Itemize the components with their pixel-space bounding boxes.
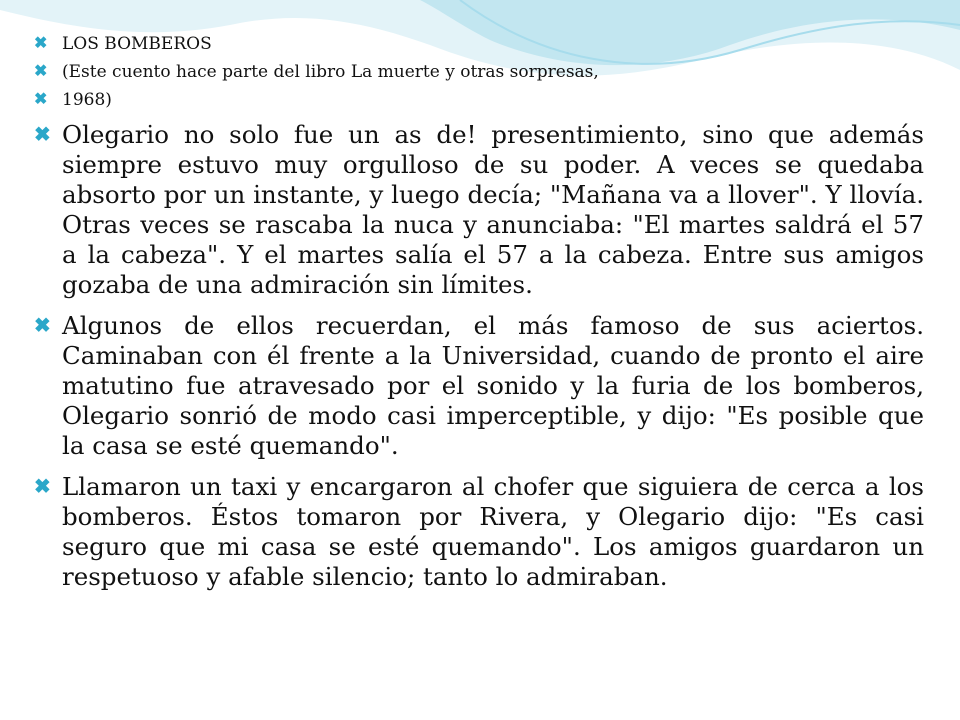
header-line-source: [34, 58, 924, 86]
header-line-title: [34, 30, 924, 58]
paragraph-text: Olegario no solo fue un as de! presentimiento, sino que además siempre estuvo muy orgulloso de su poder. A veces se quedaba absorto por un instante, y luego decía; "Mañana va a llover". Y llovía. Otras veces se rascaba la nuca y anunciaba: "El martes saldrá el 57 a la cabeza". Y el martes salía el 57 a la cabeza. Entre sus amigos gozaba de una admiración sin límites.: [62, 120, 924, 299]
x-cross-icon: ✖: [34, 122, 51, 146]
x-cross-icon: ✖: [34, 33, 48, 52]
paragraph-3: [34, 472, 924, 592]
paragraph-2: [34, 311, 924, 461]
x-cross-icon: ✖: [34, 313, 51, 337]
x-cross-icon: ✖: [34, 89, 48, 108]
paragraph-text: Algunos de ellos recuerdan, el más famoso de sus aciertos. Caminaban con él frente a la Universidad, cuando de pronto el aire matutino fue atravesado por el sonido y la furia de los bomberos, Olegario sonrió de modo casi imperceptible, y dijo: "Es posible que la casa se esté quemando".: [62, 311, 924, 460]
x-cross-icon: ✖: [34, 61, 48, 80]
header-line-text: 1968): [62, 90, 112, 110]
x-cross-icon: ✖: [34, 474, 51, 498]
paragraph-1: [34, 120, 924, 300]
header-line-text: LOS BOMBEROS: [62, 34, 212, 54]
header-line-text: (Este cuento hace parte del libro La muerte y otras sorpresas,: [62, 62, 599, 82]
header-line-year: [34, 86, 924, 114]
slide-content: [34, 30, 924, 592]
paragraph-text: Llamaron un taxi y encargaron al chofer que siguiera de cerca a los bomberos. Éstos tomaron por Rivera, y Olegario dijo: "Es casi seguro que mi casa se esté quemando". Los amigos guardaron un respetuoso y afable silencio; tanto lo admiraban.: [62, 472, 924, 591]
